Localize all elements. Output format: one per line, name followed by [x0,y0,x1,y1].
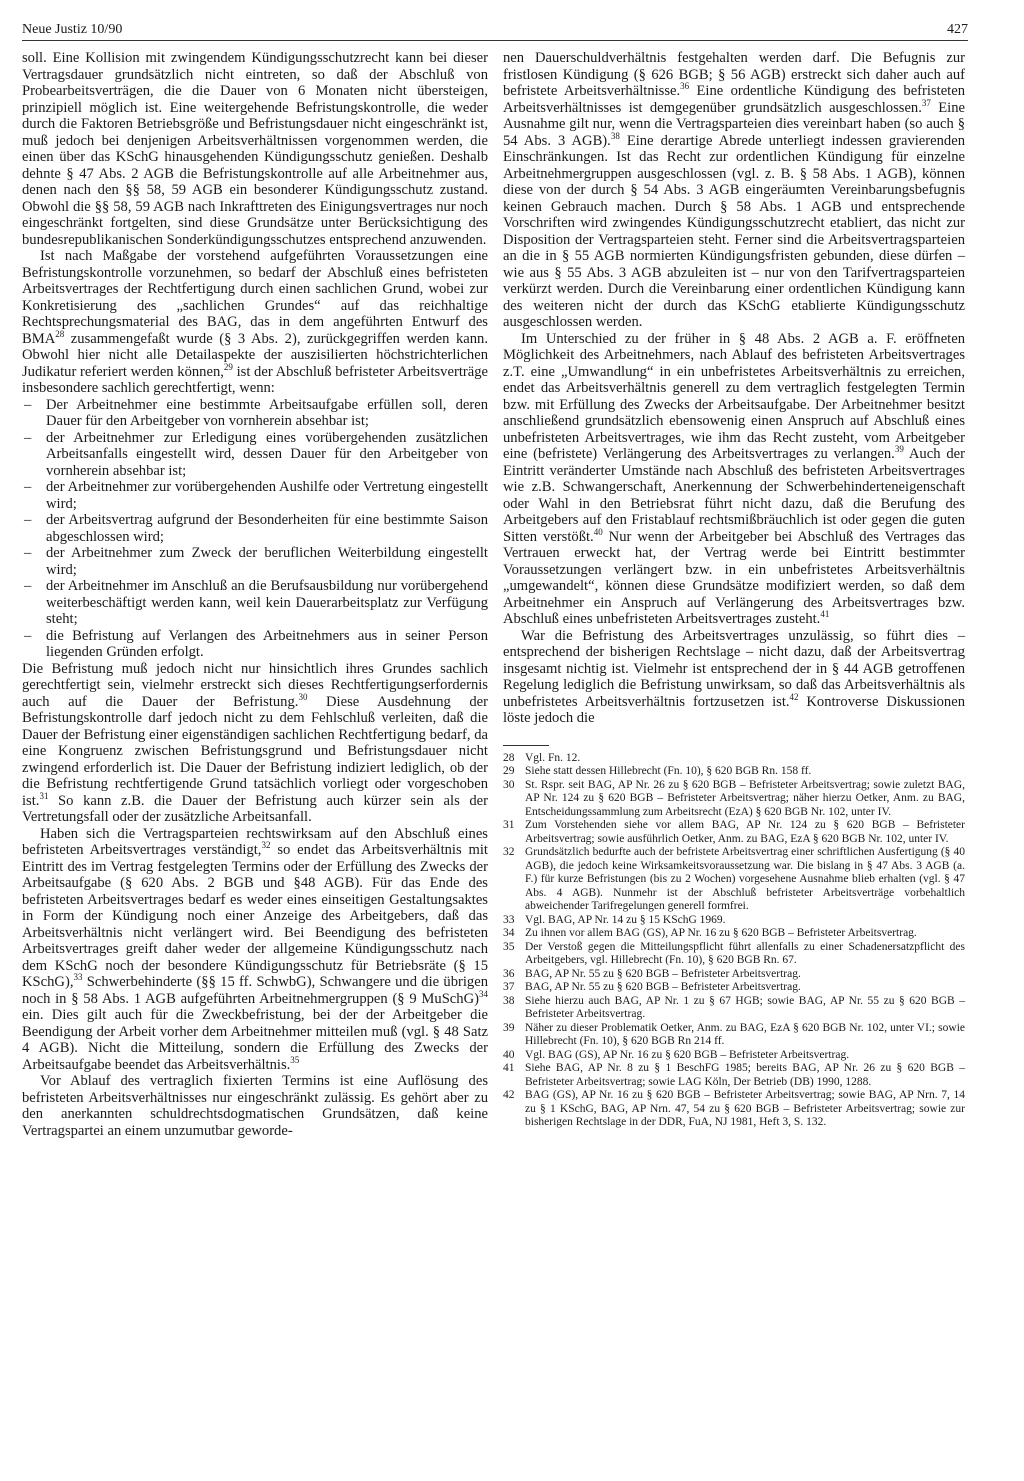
footnote-ref: 37 [921,97,931,108]
footnote [503,914,965,928]
paragraph [22,248,488,397]
footnote-ref: 30 [298,691,308,702]
footnote-text: Vgl. Fn. 12. [525,751,581,764]
footnote [503,941,965,968]
footnote [503,1049,965,1063]
footnote-number: 30 [503,778,515,791]
paragraph [503,50,965,331]
footnote-ref: 29 [223,361,233,372]
header-rule [22,40,968,41]
footnote-text: Vgl. BAG, AP Nr. 14 zu § 15 KSchG 1969. [525,913,726,926]
text-run: Ist nach Maßgabe der vorstehend aufgeführten Voraussetzungen eine Befristungskontrolle vorzunehmen, so bedarf der Abschluß eines befristeten Arbeitsvertrages der Rechtfertigung durch einen sachlichen Grund, wobei zur Konkretisierung des „sachlichen Grundes“ auf das reichhaltige Rechtsprechungsmaterial des BAG, das in dem angeführten Entwurf des BMA [22,248,488,347]
paragraph: Vor Ablauf des vertraglich fixierten Termins ist eine Auflösung des befristeten Arbeitsverhältnisses nur eingeschränkt zulässig. Es gehört aber zu den anerkannten schuldrechtsdogmatischen Grundsätzen, daß keine Vertragspartei an einem unzumutbar geworde- [22,1073,488,1139]
footnote [503,968,965,982]
footnote [503,765,965,779]
footnote [503,1089,965,1130]
footnote-ref: 33 [73,972,83,983]
paragraph: soll. Eine Kollision mit zwingendem Kündigungsschutzrecht kann bei dieser Vertragsdauer grundsätzlich nicht eintreten, so daß der Abschluß von Probearbeitsverträgen, die die Dauer von 6 Monaten nicht übersteigen, prinzipiell möglich ist. Eine weitergehende Befristungskontrolle, die weder durch die Faktoren Betriebsgröße und Befristungsdauer nicht eingeschränkt ist, muß jedoch bei denjenigen Arbeitsverhältnissen vorgenommen werden, die einen über das KSchG hinausgehenden Kündigungsschutz genießen. Deshalb dehnte § 47 Abs. 2 AGB die Befristungskontrolle auf alle Arbeitnehmer aus, denen nach den §§ 58, 59 AGB ein besonderer Kündigungsschutz zustand. Obwohl die §§ 58, 59 AGB nach Inkrafttreten des Einigungsvertrages nur noch eingeschränkt fortgelten, sind diese Grundsätze unter Berücksichtigung des bundesrepublikanischen Sonderkündigungsschutzes entsprechend anzuwenden. [22,50,488,248]
paragraph [22,826,488,1074]
footnote [503,819,965,846]
footnote-ref: 31 [39,790,49,801]
list-item: – die Befristung auf Verlangen des Arbeitnehmers aus in seiner Person liegenden Gründen erfolgt. [22,628,488,661]
footnote-ref: 35 [290,1054,300,1065]
footnote [503,779,965,820]
text-run: ist der Abschluß befristeter Arbeitsverträge insbesondere sachlich gerechtfertigt, wenn: [22,363,488,396]
footnotes [503,752,965,1130]
footnote-text: Zum Vorstehenden siehe vor allem BAG, AP Nr. 124 zu § 620 BGB – Befristeter Arbeitsvertrag; sowie ausführlich Oetker, Anm. zu BAG, EzA § 620 BGB Nr. 102, unter IV. [525,819,965,845]
footnote-number: 41 [503,1062,515,1074]
text-run: Die Befristung muß jedoch nicht nur hinsichtlich ihres Grundes sachlich gerechtfertigt sein, vielmehr erstreckt sich dieses Rechtfertigungserfordernis auch auf die Dauer der Befristung. [22,660,488,710]
list-item: – der Arbeitnehmer im Anschluß an die Berufsausbildung nur vorübergehend weiterbeschäftigt werden kann, weil kein Dauerarbeitsplatz zur Verfügung steht; [22,578,488,628]
footnote-number: 39 [503,1021,515,1034]
footnote-text: Siehe hierzu auch BAG, AP Nr. 1 zu § 67 HGB; sowie BAG, AP Nr. 55 zu § 620 BGB – Befristeter Arbeitsvertrag. [525,994,965,1020]
text-run: Auch der Eintritt veränderter Umstände nach Abschluß des befristeten Arbeitsvertrages wie z.B. Schwangerschaft, Anerkennung der Schwerbehinderteneigenschaft oder Wahl in den Betriebsrat führt nicht dazu, daß die Berufung des Arbeitgebers auf den Fristablauf rechtsmißbräuchlich ist oder gegen die guten Sitten verstößt. [503,446,965,545]
footnote-rule [503,745,549,746]
footnote-number: 34 [503,927,515,939]
footnote [503,981,965,995]
list-item: – der Arbeitsvertrag aufgrund der Besonderheiten für eine bestimmte Saison abgeschlossen wird; [22,512,488,545]
footnote-number: 40 [503,1048,515,1061]
footnote [503,752,965,766]
journal-title: Neue Justiz 10/90 [22,22,123,37]
footnote-text: BAG (GS), AP Nr. 16 zu § 620 BGB – Befristeter Arbeitsvertrag; sowie BAG, AP Nrn. 7, 14 zu § 1 KSchG, BAG, AP Nrn. 47, 54 zu § 620 BGB – Befristeter Arbeitsvertrag; sowie zur bisherigen Rechtslage in der DDR, FuA, NJ 1981, Heft 3, S. 132. [525,1089,965,1128]
paragraph [503,628,965,727]
text-run: Eine ordentliche Kündigung des befristeten Arbeitsverhältnisses ist demgegenüber grundsätzlich ausgeschlossen. [503,83,966,116]
page-header [22,22,968,42]
footnote-number: 32 [503,846,515,858]
text-run: zusammengefaßt wurde (§ 3 Abs. 2), zurückgegriffen werden kann. Obwohl hier nicht alle Detailaspekte der auszisilierten höchstrichterlichen Judikatur referiert werden können, [22,330,488,380]
footnote [503,1062,965,1089]
list-item: – Der Arbeitnehmer eine bestimmte Arbeitsaufgabe erfüllen soll, deren Dauer für den Arbeitgeber von vornherein absehbar ist; [22,397,488,430]
paragraph [503,331,965,628]
list-item: – der Arbeitnehmer zum Zweck der beruflichen Weiterbildung eingestellt wird; [22,545,488,578]
footnote-ref: 34 [479,988,488,999]
footnote-text: Vgl. BAG (GS), AP Nr. 16 zu § 620 BGB – Befristeter Arbeitsvertrag. [525,1048,850,1061]
footnote-text: Näher zu dieser Problematik Oetker, Anm. zu BAG, EzA § 620 BGB Nr. 102, unter VI.; sowie Hillebrecht (Fn. 10), § 620 BGB Rn 214 ff. [525,1021,965,1047]
text-run: So kann z.B. die Dauer der Befristung auch kürzer sein als der Vertretungsfall oder der zusätzliche Arbeitsanfall. [22,792,488,825]
text-run: nen Dauerschuldverhältnis festgehalten werden darf. Die Befugnis zur fristlosen Kündigung (§ 626 BGB; § 56 AGB) erstreckt sich daher auch auf befristete Arbeitsverhältnisse. [503,50,965,99]
footnote-number: 36 [503,967,515,980]
text-run: Eine Ausnahme gilt nur, wenn die Vertragsparteien dies vereinbart haben (so auch § 54 Abs. 3 AGB). [503,99,965,149]
footnote-number: 29 [503,765,515,777]
footnote-number: 28 [503,751,515,764]
footnote-number: 42 [503,1089,515,1101]
footnote-text: Siehe statt dessen Hillebrecht (Fn. 10), § 620 BGB Rn. 158 ff. [525,765,812,777]
page-number: 427 [947,22,968,37]
footnote-text: Siehe BAG, AP Nr. 8 zu § 1 BeschFG 1985; bereits BAG, AP Nr. 26 zu § 620 BGB – Befristeter Arbeitsvertrag; sowie LAG Köln, Der Betrieb (DB) 1990, 1288. [525,1062,965,1088]
footnote-text: BAG, AP Nr. 55 zu § 620 BGB – Befristeter Arbeitsvertrag. [525,981,801,993]
footnote-text: Der Verstoß gegen die Mitteilungspflicht führt allenfalls zu einer Schadenersatzpflicht des Arbeitgebers, vgl. Hillebrecht (Fn. 10), § 620 BGB Rn. 67. [525,940,965,966]
right-column [503,50,965,1130]
footnote-text: St. Rspr. seit BAG, AP Nr. 26 zu § 620 BGB – Befristeter Arbeitsvertrag; sowie zuletzt BAG, AP Nr. 124 zu § 620 BGB – Befristeter Arbeitsvertrag; näher hierzu Oetker, Anm. zu BAG, Entscheidungssammlung zum Arbeitsrecht (EzA) § 620 BGB Nr. 102, unter IV. [525,778,965,818]
paragraph [22,661,488,826]
footnote-text: Grundsätzlich bedurfte auch der befristete Arbeitsvertrag einer schriftlichen Ausfertigung (§ 40 AGB), die jedoch keine Wirksamkeitsvoraussetzung war. Die bislang in § 47 Abs. 3 AGB (a. F.) für kurze Befristungen (bis zu 2 Wochen) vorgesehene Ausnahme blieb erhalten (vgl. § 47 Abs. 4 AGB). Nunmehr ist der Abschluß befristeter Arbeitsverträge vorbehaltlich abweichender Tarifregelungen generell formfrei. [525,846,965,912]
footnote-number: 38 [503,994,515,1007]
footnote [503,846,965,914]
footnote-number: 33 [503,913,515,926]
criteria-list [22,397,488,661]
text-run: Diese Ausdehnung der Befristungskontrolle darf jedoch nicht zu dem Fehlschluß verleiten, daß die Dauer der Befristung einer eigenständigen sachlichen Rechtfertigung bedarf, da eine Kongruenz zwischen Befristungsgrund und Befristungsdauer nicht zwingend erforderlich ist. Die Dauer der Befristung indiziert lediglich, ob der die Befristung rechtfertigende Grund tatsächlich vorliegt oder vorgeschoben ist. [22,693,488,809]
footnote-number: 31 [503,819,515,831]
footnote-ref: 28 [55,328,65,339]
footnote-ref: 42 [789,691,799,702]
text-run: so endet das Arbeitsverhältnis mit Eintritt des im Vertrag festgelegten Termins oder der Erfüllung des Zwecks der Arbeitsaufgabe (§ 620 Abs. 2 BGB und §48 AGB). Für das Ende des befristeten Arbeitsvertrages bedarf es weder eines einseitigen Gestaltungsaktes in Form der Kündigung noch einer Anzeige des Arbeitgebers, daß das Arbeitsverhältnis nicht verlängert wird. Bei Beendigung des befristeten Arbeitsvertrages greift daher weder der allgemeine Kündigungsschutz nach dem KSchG noch der besondere Kündigungsschutz für Betriebsräte (§ 15 KSchG), [22,842,488,990]
footnote-number: 35 [503,940,515,953]
text-run: Schwerbehinderte (§§ 15 ff. SchwbG), Schwangere und die übrigen noch in § 58 Abs. 1 AGB aufgeführten Arbeitnehmergruppen (§ 9 MuSchG) [22,974,488,1007]
list-item: – der Arbeitnehmer zur Erledigung eines vorübergehenden zusätzlichen Arbeitsanfalls eingestellt wird, dessen Dauer für den Arbeitgeber von vornherein absehbar ist; [22,430,488,480]
footnote-ref: 32 [261,840,271,851]
footnote-text: BAG, AP Nr. 55 zu § 620 BGB – Befristeter Arbeitsvertrag. [525,967,801,980]
text-run: Eine derartige Abrede unterliegt indessen gravierenden Einschränkungen. Ist das Recht zur ordentlichen Kündigung für einzelne Arbeitnehmergruppen ausgeschlossen (vgl. z. B. § 58 Abs. 1 AGB), können diese von der durch § 54 Abs. 3 AGB eingeräumten Vereinbarungsbefugnis keinen Gebrauch machen. Durch § 58 Abs. 1 AGB und entsprechende Vorschriften wird zwingendes Kündigungsschutzrecht etabliert, das nicht zur Disposition der Vertragsparteien steht. Ferner sind die Arbeitsvertragsparteien an die in § 55 AGB normierten Kündigungsfristen gebunden, diese dürfen – wie aus § 55 Abs. 3 AGB abzuleiten ist – nur von den Tarifvertragsparteien verkürzt werden. Durch die Vereinbarung einer ordentlichen Kündigung kann des weiteren nicht der durch das KSchG etablierte Kündigungsschutz ausgeschlossen werden. [503,132,965,330]
text-run: ein. Dies gilt auch für die Zweckbefristung, bei der der Arbeitgeber die Beendigung der Arbeit vorher dem Arbeitnehmer mitteilen muß (vgl. § 48 Satz 4 AGB). Nicht die Mitteilung, sondern die Erfüllung des Zwecks der Arbeitsaufgabe beendet das Arbeitsverhältnis. [22,1007,488,1073]
text-run: War die Befristung des Arbeitsvertrages unzulässig, so führt dies – entsprechend der bisherigen Rechtslage – nicht dazu, daß der Arbeitsvertrag insgesamt nichtig ist. Vielmehr ist entsprechend der in § 44 AGB getroffenen Regelung lediglich die Befristung unwirksam, so daß das Arbeitsverhältnis als unbefristetes Arbeitsverhältnis fortzusetzen ist. [503,627,965,710]
footnote-ref: 40 [593,526,603,537]
text-run: Kontroverse Diskussionen löste jedoch die [503,693,965,726]
footnote [503,995,965,1022]
text-run: Haben sich die Vertragsparteien rechtswirksam auf den Abschluß eines befristeten Arbeitsvertrages verständigt, [22,825,488,858]
footnote-ref: 38 [610,130,620,141]
text-run: Im Unterschied zu der früher in § 48 Abs. 2 AGB a. F. eröffneten Möglichkeit des Arbeitnehmers, nach Ablauf des befristeten Arbeitsvertrages z.T. eine „Umwandlung“ in ein unbefristetes Arbeitsverhältnis zu erreichen, endet das Arbeitsverhältnis generell zu dem vertraglich festgelegten Termin bzw. mit Erfüllung des Zwecks der Arbeitsaufgabe. Der Arbeitnehmer besitzt anschließend grundsätzlich ebensowenig einen Anspruch auf Abschluß eines unbefristeten Arbeitsvertrages, wie ihm das Recht zusteht, vom Arbeitgeber eine (befristete) Verlängerung des Arbeitsvertrages zu verlangen. [503,330,965,462]
footnote-ref: 39 [894,444,904,455]
footnote [503,927,965,941]
footnote [503,1022,965,1049]
footnote-ref: 41 [820,609,830,620]
text-run: Nur wenn der Arbeitgeber bei Abschluß des Vertrages das Vertrauen erweckt hat, der Vertrag werde bei Eintritt bestimmter Voraussetzungen verlängert bzw. in ein unbefristetes Arbeitsverhältnis „umgewandelt“, können diese Grundsätze modifiziert werden, so daß dem Arbeitnehmer ein Anspruch auf Verlängerung des Arbeitsvertrages bzw. Abschluß eines unbefristeten Arbeitsvertrages zusteht. [503,528,965,627]
footnote-number: 37 [503,981,515,993]
footnote-ref: 36 [680,81,690,92]
list-item: – der Arbeitnehmer zur vorübergehenden Aushilfe oder Vertretung eingestellt wird; [22,479,488,512]
left-column [22,50,488,1139]
footnote-text: Zu ihnen vor allem BAG (GS), AP Nr. 16 zu § 620 BGB – Befristeter Arbeitsvertrag. [525,927,917,939]
